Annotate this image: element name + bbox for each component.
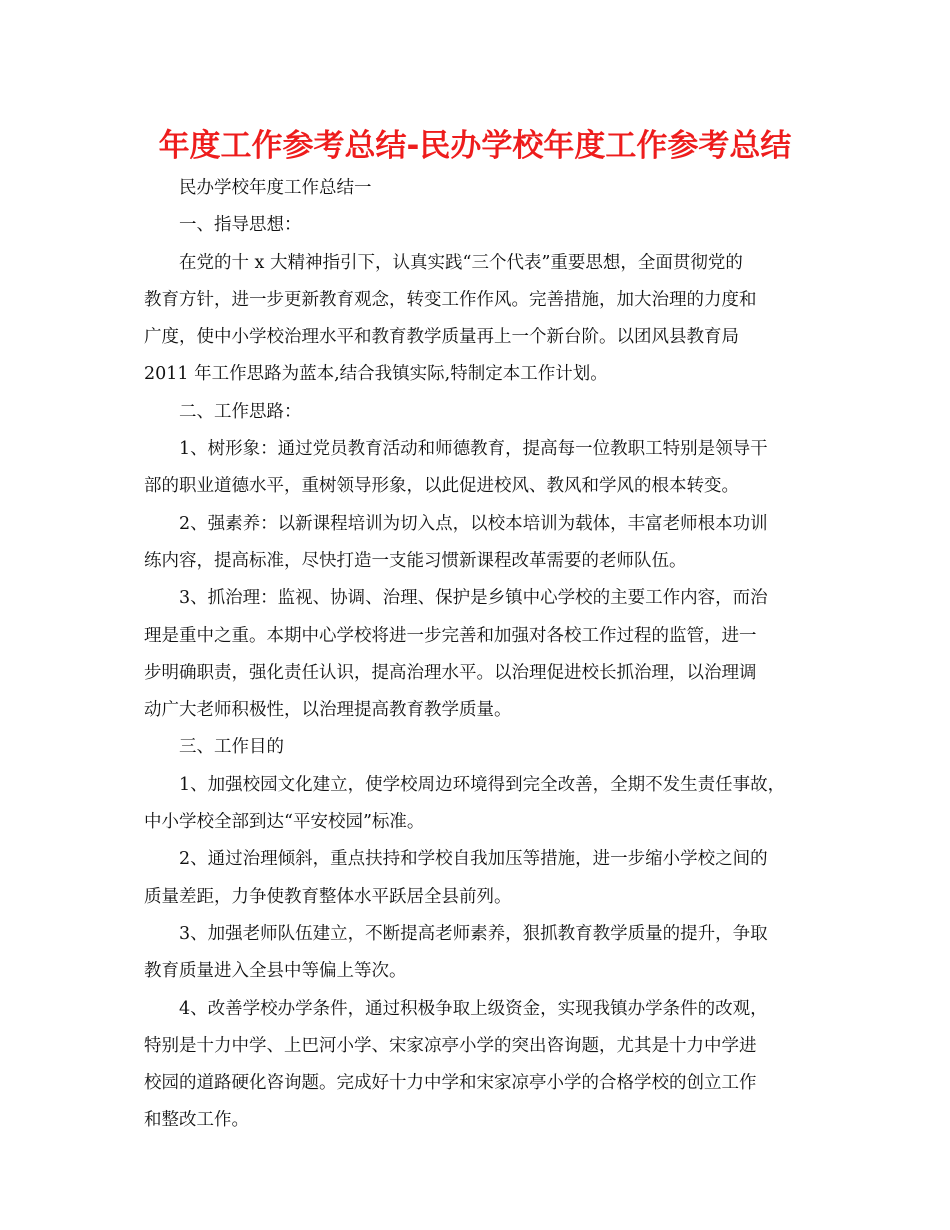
section-heading: 二、工作思路： xyxy=(179,401,302,422)
section-heading: 三、工作目的 xyxy=(179,737,284,758)
paragraph-line: 部的职业道德水平，重树领导形象，以此促进校风、教风和学风的根本转变。 xyxy=(144,476,739,497)
paragraph-line: 质量差距，力争使教育整体水平跃居全县前列。 xyxy=(144,886,512,907)
paragraph-line: 和整改工作。 xyxy=(144,1110,249,1131)
paragraph-line: 1、加强校园文化建立，使学校周边环境得到完全改善，全期不发生责任事故， xyxy=(179,774,786,795)
paragraph-line: 2、通过治理倾斜，重点扶持和学校自我加压等措施，进一步缩小学校之间的 xyxy=(179,849,768,870)
paragraph-line: 3、抓治理：监视、协调、治理、保护是乡镇中心学校的主要工作内容，而治 xyxy=(179,588,768,609)
paragraph-line: 4、改善学校办学条件，通过积极争取上级资金，实现我镇办学条件的改观， xyxy=(179,998,768,1019)
section-heading: 一、指导思想： xyxy=(179,215,302,236)
paragraph-line: 中小学校全部到达“平安校园”标准。 xyxy=(144,812,425,833)
paragraph-line: 理是重中之重。本期中心学校将进一步完善和加强对各校工作过程的监管，进一 xyxy=(144,625,757,646)
paragraph-line: 3、加强老师队伍建立，不断提高老师素养，狠抓教育教学质量的提升，争取 xyxy=(179,923,768,944)
paragraph-line: 练内容，提高标准，尽快打造一支能习惯新课程改革需要的老师队伍。 xyxy=(144,550,687,571)
paragraph-line: 步明确职责，强化责任认识，提高治理水平。以治理促进校长抓治理，以治理调 xyxy=(144,662,757,683)
paragraph-line: 教育质量进入全县中等偏上等次。 xyxy=(144,961,407,982)
paragraph-line: 动广大老师积极性，以治理提高教育教学质量。 xyxy=(144,700,512,721)
document-body xyxy=(144,170,814,1140)
document-title: 年度工作参考总结-民办学校年度工作参考总结 xyxy=(158,128,792,164)
paragraph-line: 特别是十力中学、上巴河小学、宋家凉亭小学的突出咨询题，尤其是十力中学进 xyxy=(144,1035,757,1056)
paragraph-line: 教育方针，进一步更新教育观念，转变工作作风。完善措施，加大治理的力度和 xyxy=(144,289,757,310)
paragraph-line: 2、强素养：以新课程培训为切入点，以校本培训为载体，丰富老师根本功训 xyxy=(179,513,768,534)
section-heading: 民办学校年度工作总结一 xyxy=(179,178,372,198)
paragraph-line: 广度，使中小学校治理水平和教育教学质量再上一个新台阶。以团风县教育局 xyxy=(144,327,739,348)
paragraph-line: 校园的道路硬化咨询题。完成好十力中学和宋家凉亭小学的合格学校的创立工作 xyxy=(144,1073,757,1094)
paragraph-line: 2011 年工作思路为蓝本,结合我镇实际,特制定本工作计划。 xyxy=(144,364,608,385)
paragraph-line: 1、树形象：通过党员教育活动和师德教育，提高每一位教职工特别是领导干 xyxy=(179,439,768,460)
paragraph-line: 在党的十 x 大精神指引下，认真实践“三个代表”重要思想，全面贯彻党的 xyxy=(179,252,743,273)
